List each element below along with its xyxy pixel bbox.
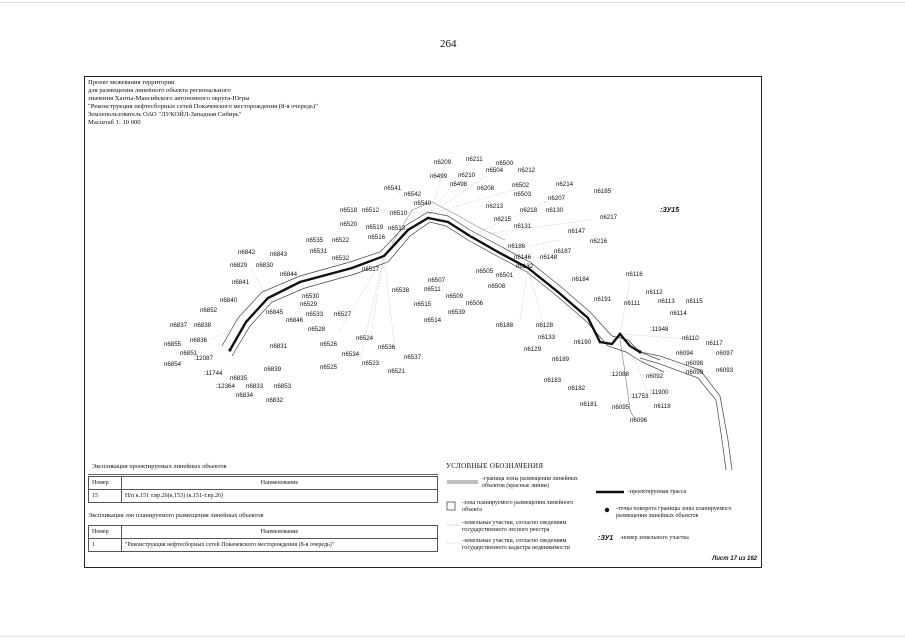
legend-item-zone: -зона планируемого размещения линейного объекта [462, 500, 574, 513]
header-line-1: Проект межевания территории [88, 79, 175, 86]
legend-item-forest: -земельные участки, согласно сведениям государственного лесного реестра [462, 520, 567, 533]
point-label: п6098 [686, 360, 704, 367]
point-label: п6508 [488, 283, 506, 290]
point-label: п6128 [536, 322, 554, 329]
point-label: п6507 [428, 277, 446, 284]
header-line-5: Землепользователь ОАО "ЛУКОЙЛ-Западная Сибирь" [88, 111, 242, 118]
point-label: п6097 [716, 350, 734, 357]
legend-symbol-zone [447, 502, 455, 510]
point-label: п6519 [366, 224, 384, 231]
point-label: п6842 [238, 249, 256, 256]
legend-symbol-turn-point [605, 508, 609, 512]
point-label: п6146 [514, 254, 532, 261]
point-label: п6833 [246, 383, 264, 390]
point-label: п6130 [546, 207, 564, 214]
point-label: п6093 [716, 367, 734, 374]
explication-zones-table [88, 525, 438, 552]
point-label: п6845 [266, 309, 284, 316]
row-number: 15 [89, 490, 122, 503]
point-label: :12087 [194, 355, 213, 362]
point-label: п6214 [556, 181, 574, 188]
point-label: п6512 [362, 207, 380, 214]
page-number: 264 [440, 38, 457, 50]
point-label: :11744 [204, 370, 223, 377]
point-label: п6855 [164, 341, 182, 348]
point-label: п6530 [302, 293, 320, 300]
header-line-2: для размещения линейного объекта регионального [88, 87, 231, 94]
point-label: п6111 [624, 300, 641, 307]
point-label: п6843 [270, 251, 288, 258]
point-label: п6509 [446, 293, 464, 300]
point-label: п6115 [686, 298, 703, 305]
point-label: п6538 [392, 287, 410, 294]
point-label: п6514 [424, 317, 442, 324]
point-label: п6520 [340, 221, 358, 228]
point-label: п6131 [514, 223, 532, 230]
point-label: п6147 [568, 228, 586, 235]
point-label: п6837 [170, 322, 188, 329]
point-label: п6096 [630, 417, 648, 424]
point-label: :12088 [610, 371, 629, 378]
zone-label: :ЗУ15 [660, 207, 680, 214]
point-label: п6092 [646, 373, 664, 380]
point-label: п6836 [190, 337, 208, 344]
point-label: п6517 [362, 266, 380, 273]
point-label: п6830 [256, 262, 274, 269]
point-label: п6851 [180, 350, 198, 357]
explication-linear-table [88, 476, 438, 503]
legend-item-red-lines: -граница зоны размещения линейных объектов (красные линии) [482, 476, 578, 489]
point-label: п6533 [306, 311, 324, 318]
col-number-header: Номер [89, 477, 122, 490]
row-name: Н/п к.151 т.вр.26(к.153) (к.151-т.вр.26) [122, 490, 438, 503]
point-label: п6844 [280, 271, 298, 278]
divider [88, 474, 438, 475]
point-label: п6218 [520, 207, 538, 214]
legend-item-cadastre: -земельные участки, согласно сведениям государственного кадастра недвижимости [462, 538, 570, 551]
scan-edge-top [0, 2, 905, 3]
point-label: п6132 [516, 263, 534, 270]
col-number-header: Номер [89, 526, 122, 539]
zone-boundary-outer [222, 212, 660, 360]
point-label: п6510 [390, 210, 408, 217]
point-label: п6099 [686, 369, 704, 376]
point-label: п6852 [200, 307, 218, 314]
point-label: п6527 [334, 311, 352, 318]
col-name-header: Наименование [122, 526, 438, 539]
point-label: п6537 [404, 354, 422, 361]
point-label: п6513 [388, 225, 406, 232]
point-label: п6187 [554, 248, 572, 255]
scan-edge-bottom [0, 636, 905, 637]
point-label: п6840 [220, 297, 238, 304]
point-label: п6182 [568, 385, 586, 392]
point-label: п6835 [230, 375, 248, 382]
point-label: п6114 [670, 310, 687, 317]
point-label: п6853 [274, 383, 292, 390]
point-label: п6215 [494, 216, 512, 223]
point-label: п6184 [572, 276, 590, 283]
legend-item-parcel-number: -номер земельного участка [620, 535, 689, 541]
point-label: п6188 [496, 322, 514, 329]
point-label: п6217 [600, 214, 618, 221]
col-name-header: Наименование [122, 477, 438, 490]
point-label: п6133 [538, 334, 556, 341]
point-label: :11900 [650, 389, 669, 396]
point-label: п6129 [524, 346, 542, 353]
point-label: п6515 [414, 301, 432, 308]
point-label: п6832 [266, 397, 284, 404]
point-label: п6839 [264, 366, 282, 373]
point-label: п6511 [424, 286, 441, 293]
point-label: п6854 [164, 361, 182, 368]
point-label: п6542 [404, 191, 422, 198]
header-scale: Масштаб 1: 10 000 [88, 119, 141, 126]
point-label: п6190 [574, 339, 592, 346]
point-label: п6503 [514, 191, 532, 198]
point-label: п6116 [626, 271, 643, 278]
point-label: п6112 [646, 289, 663, 296]
point-label: п6181 [580, 401, 598, 408]
point-label: п6207 [548, 195, 566, 202]
point-label: п6521 [388, 368, 406, 375]
point-label: п6534 [342, 351, 360, 358]
point-label: п6216 [590, 238, 608, 245]
point-label: п6505 [476, 268, 494, 275]
legend-item-turn-point: -точка поворота границы зоны планируемого размещения линейных объектов [616, 506, 732, 519]
point-label: п6526 [320, 341, 338, 348]
point-label: п6532 [332, 255, 350, 262]
point-label: п6831 [270, 343, 288, 350]
point-label: п6117 [706, 340, 723, 347]
explication-zones-title: Экспликация зон планируемого размещения линейных объектов [88, 512, 264, 519]
legend-title: УСЛОВНЫЕ ОБОЗНАЧЕНИЯ [446, 462, 544, 470]
sheet-label: Лист 17 из 162 [712, 556, 757, 562]
header-line-4: "Реконструкция нефтесборных сетей Покачевского месторождения (8-я очередь)" [88, 103, 318, 110]
point-label: п6516 [368, 234, 386, 241]
point-label: п6501 [496, 272, 514, 279]
point-label: п6189 [552, 356, 570, 363]
point-label: п6210 [458, 172, 476, 179]
point-label: п6118 [654, 403, 671, 410]
point-label: п6524 [356, 335, 374, 342]
point-label: п6211 [466, 156, 483, 163]
point-label: п6525 [320, 364, 338, 371]
point-label: п6213 [486, 203, 504, 210]
point-label: п6829 [230, 262, 248, 269]
point-label: п6183 [544, 377, 562, 384]
point-label: п6540 [414, 200, 432, 207]
point-label: п6838 [194, 322, 212, 329]
point-label: :11948 [650, 326, 669, 333]
point-label: п6536 [378, 344, 396, 351]
header-line-3: значения Ханты-Мансийского автономного округа-Югры [88, 95, 250, 102]
point-label: п6535 [306, 237, 324, 244]
point-label: п6499 [430, 173, 448, 180]
point-label: п6191 [594, 296, 612, 303]
legend-symbol-parcel: :ЗУ1 [598, 535, 614, 542]
point-label: п6531 [310, 248, 328, 255]
point-label: п6539 [448, 309, 466, 316]
point-labels [164, 156, 734, 424]
point-label: п6528 [308, 326, 326, 333]
point-label: п6209 [434, 159, 452, 166]
point-label: п6522 [332, 237, 350, 244]
point-label: :11753 [630, 393, 649, 400]
point-label: п6498 [450, 181, 468, 188]
row-name: "Реконструкция нефтесборных сетей Покачевского месторождения (8-я очередь)" [122, 539, 438, 552]
point-label: п6541 [384, 185, 402, 192]
point-label: п6834 [236, 392, 254, 399]
point-label: п6518 [340, 207, 358, 214]
row-number: 1 [89, 539, 122, 552]
projected-route [230, 218, 640, 352]
point-label: п6500 [496, 160, 514, 167]
point-label: п6212 [518, 167, 536, 174]
point-label: п6148 [540, 254, 558, 261]
point-label: п6185 [594, 188, 612, 195]
point-label: п6186 [508, 243, 526, 250]
point-label: п6094 [676, 350, 694, 357]
point-label: п6113 [658, 298, 675, 305]
point-label: п6110 [682, 335, 699, 342]
point-label: п6846 [286, 317, 304, 324]
point-label: :12364 [216, 383, 235, 390]
point-label: п6502 [512, 182, 530, 189]
point-label: п6208 [477, 185, 495, 192]
point-label: п6506 [466, 300, 484, 307]
leader-lines [210, 162, 700, 400]
point-label: п6504 [486, 167, 504, 174]
explication-linear-title: Экспликация проектируемых линейных объектов [92, 463, 227, 470]
point-label: п6523 [362, 360, 380, 367]
point-label: п6095 [612, 404, 630, 411]
legend-item-route: -проектируемая трасса [628, 489, 687, 495]
point-label: п6841 [232, 279, 250, 286]
point-label: п6529 [300, 301, 318, 308]
